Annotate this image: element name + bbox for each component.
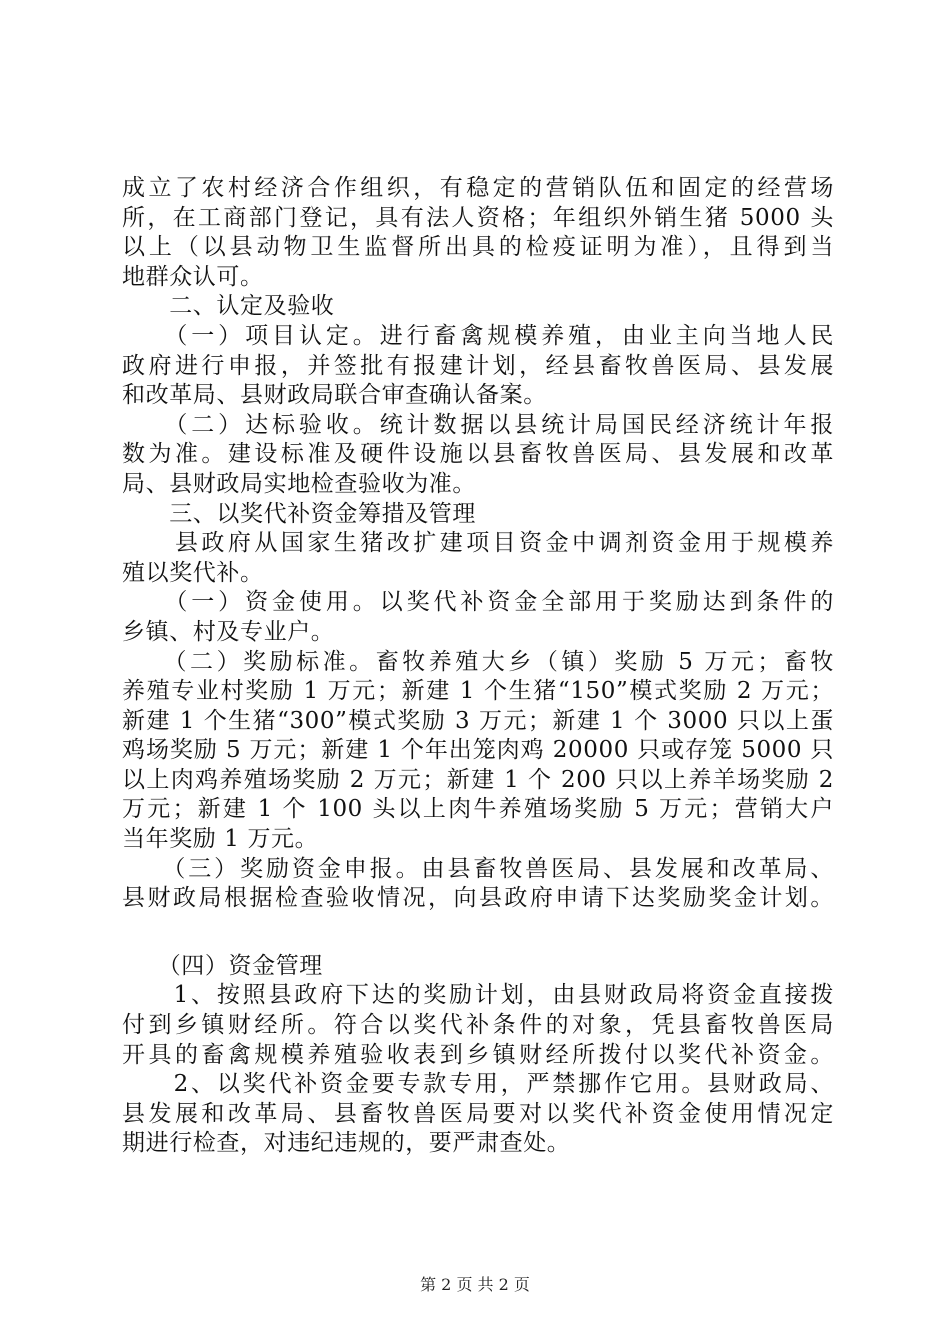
text-line: 付到乡镇财经所。符合以奖代补条件的对象，凭县畜牧兽医局 [122, 1012, 834, 1039]
section-heading: （四）资金管理 [122, 952, 323, 979]
text-line: 地群众认可。 [122, 263, 264, 290]
text-line: 养殖专业村奖励 1 万元；新建 1 个生猪“150”模式奖励 2 万元； [122, 678, 834, 705]
text-line: 新建 1 个生猪“300”模式奖励 3 万元；新建 1 个 3000 只以上蛋 [122, 707, 834, 734]
text-line: 数为准。建设标准及硬件设施以县畜牧兽医局、县发展和改革 [122, 441, 834, 468]
text-line: （二）达标验收。统计数据以县统计局国民经济统计年报 [122, 411, 834, 438]
text-line: 2、以奖代补资金要专款专用，严禁挪作它用。县财政局、 [122, 1071, 834, 1098]
text-line: （三）奖励资金申报。由县畜牧兽医局、县发展和改革局、 [122, 855, 834, 882]
section-heading: 二、认定及验收 [122, 293, 335, 320]
text-line: 成立了农村经济合作组织，有稳定的营销队伍和固定的经营场 [122, 175, 834, 201]
text-line: 和改革局、县财政局联合审查确认备案。 [122, 382, 547, 409]
text-line: 所，在工商部门登记，具有法人资格；年组织外销生猪 5000 头 [122, 204, 834, 231]
text-line: （一）资金使用。以奖代补资金全部用于奖励达到条件的 [122, 589, 834, 616]
text-line: 1、按照县政府下达的奖励计划，由县财政局将资金直接拨 [122, 982, 834, 1009]
text-line: 政府进行申报，并签批有报建计划，经县畜牧兽医局、县发展 [122, 352, 834, 379]
text-line: 局、县财政局实地检查验收为准。 [122, 470, 476, 497]
text-line: 县政府从国家生猪改扩建项目资金中调剂资金用于规模养 [122, 530, 834, 557]
page-number-footer: 第 2 页 共 2 页 [420, 1275, 530, 1294]
paragraph-gap [122, 914, 834, 952]
text-line: 以上（以县动物卫生监督所出具的检疫证明为准），且得到当 [122, 234, 834, 261]
text-line: 殖以奖代补。 [122, 559, 264, 586]
text-line: 鸡场奖励 5 万元；新建 1 个年出笼肉鸡 20000 只或存笼 5000 只 [122, 737, 834, 764]
text-line: 当年奖励 1 万元。 [122, 826, 319, 853]
text-line: （二）奖励标准。畜牧养殖大乡（镇）奖励 5 万元；畜牧 [122, 648, 834, 675]
text-line: 乡镇、村及专业户。 [122, 618, 335, 645]
text-line: 以上肉鸡养殖场奖励 2 万元；新建 1 个 200 只以上养羊场奖励 2 [122, 766, 834, 793]
text-line: 县发展和改革局、县畜牧兽医局要对以奖代补资金使用情况定 [122, 1100, 834, 1127]
section-heading: 三、以奖代补资金筹措及管理 [122, 500, 476, 527]
text-line: 县财政局根据检查验收情况，向县政府申请下达奖励奖金计划。 [122, 885, 834, 912]
text-line: 万元；新建 1 个 100 头以上肉牛养殖场奖励 5 万元；营销大户 [122, 796, 834, 823]
text-line: 期进行检查，对违纪违规的，要严肃查处。 [122, 1130, 571, 1157]
text-line: 开具的畜禽规模养殖验收表到乡镇财经所拨付以奖代补资金。 [122, 1041, 834, 1068]
body-text [122, 174, 834, 1159]
text-line: （一）项目认定。进行畜禽规模养殖，由业主向当地人民 [122, 322, 834, 349]
